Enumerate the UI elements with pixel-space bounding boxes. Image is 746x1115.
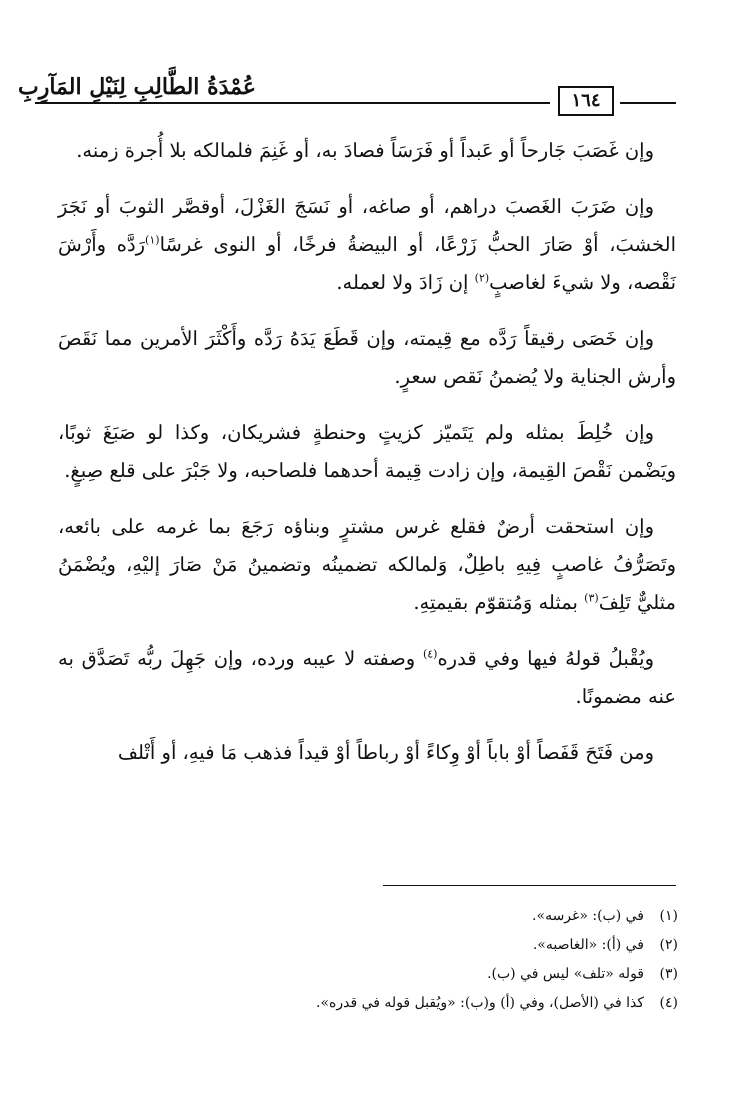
footnote-ref: (١) (145, 233, 160, 247)
paragraph: وإن خُلِطَ بمثله ولم يَتَميّز كزيتٍ وحنطةٍ فشريكان، وكذا لو صَبَغَ ثوبًا، ويَضْمن نَقْصَ القِيمة، وإن زادت قِيمة أحدهما فلصاحبه، ولا جَبْرَ على قلع صِبغٍ. (58, 421, 676, 482)
footnote-ref: (٤) (422, 647, 438, 661)
paragraph: وإن خَصَى رقيقاً رَدَّه مع قِيمته، وإن قَطَعَ يَدَهُ رَدَّه وأَكْثَرَ الأمرين مما نَقَصَ وأرش الجناية ولا يُضمنُ نَقص سعرٍ. (58, 327, 676, 388)
page-number: ١٦٤ (558, 86, 614, 116)
footnote-ref: (٣) (584, 591, 599, 605)
footnote-text: في (ب): «غرسه». (532, 908, 644, 924)
running-title: عُمْدَةُ الطَّالِبِ لِنَيْلِ المَآرِبِ (18, 74, 256, 100)
footnote-text: في (أ): «الغاصبه». (532, 937, 644, 953)
footnote-number: (١) (659, 908, 678, 924)
main-text (58, 132, 676, 790)
paragraph: ومن فَتَحَ قَفَصاً أوْ باباً أوْ وِكاءً أوْ رباطاً أوْ قيداً فذهب مَا فيهِ، أو أَتْلف (117, 741, 654, 764)
footnote-number: (٤) (659, 995, 678, 1011)
paragraph: وإن ضَرَبَ الغَصبَ دراهم، أو صاغه، أو نَسَجَ الغَزْلَ، أوقصَّر الثوبَ أو نَجَرَ الخشبَ، أوْ صَارَ الحبُّ زَرْعًا، أو البيضةُ فرخًا، أو النوى غرسًا$^{(١)}$رَدَّه وأَرْشَ نَقْصه، ولا شيءَ لغاصبٍ$^{(٢)}$ إن زَادَ ولا لعمله. (58, 195, 676, 294)
paragraph: ويُقْبلُ قولهُ فيها وفي قدره$^{(٤)}$ وصفته لا عيبه ورده، وإن جَهِلَ ربُّه تَصَدَّق به عنه مضمونًا. (58, 647, 676, 708)
footnote (200, 989, 678, 1018)
paragraph: وإن غَصَبَ جَارحاً أو عَبداً أو فَرَسَاً فصادَ به، أو غَنِمَ فلمالكه بلا أُجرة زمنه. (76, 139, 654, 162)
footnote (200, 902, 678, 931)
footnote-separator (383, 885, 676, 886)
footnote (200, 960, 678, 989)
header-rule-right (620, 102, 676, 104)
footnote-number: (٣) (659, 966, 678, 982)
header-rule-left (35, 102, 550, 104)
page-header (0, 0, 746, 110)
footnote (200, 931, 678, 960)
footnote-number: (٢) (659, 937, 678, 953)
footnote-ref: (٢) (474, 271, 490, 285)
footnote-text: كذا في (الأصل)، وفي (أ) و(ب): «ويُقبل قوله في قدره». (316, 995, 644, 1011)
footnote-text: قوله «تلف» ليس في (ب). (487, 966, 644, 982)
paragraph: وإن استحقت أرضٌ فقلع غرس مشترٍ وبناؤه رَجَعَ بما غرمه على بائعه، وتَصَرُّفُ غاصبٍ فِيهِ باطِلٌ، وَلمالكه تضمينُه وتضمينُ مَنْ صَارَ إليْهِ، ويُضْمَنُ مثليٌّ تَلِفَ$^{(٣)}$ بمثله وَمُتقوّم بقيمتِهِ. (58, 515, 676, 614)
footnotes (200, 902, 678, 1018)
